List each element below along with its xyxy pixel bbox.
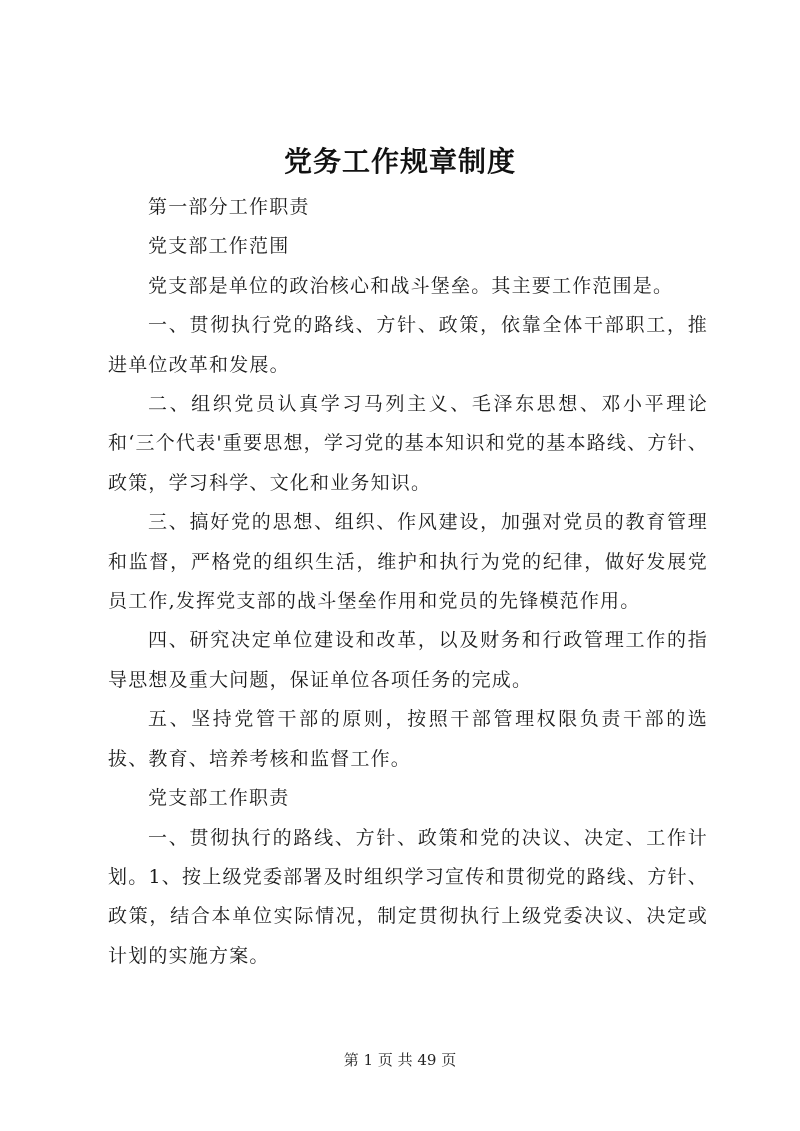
paragraph: 三、搞好党的思想、组织、作风建设，加强对党员的教育管理和监督，严格党的组织生活，维护和执行为党的纪律，做好发展党员工作,发挥党支部的战斗堡垒作用和党员的先锋模范作用。: [108, 511, 708, 613]
document-body: [108, 188, 708, 976]
section-heading: 第一部分工作职责: [148, 196, 310, 218]
paragraph: 一、贯彻执行的路线、方针、政策和党的决议、决定、工作计划。1、按上级党委部署及时组织学习宣传和贯彻党的路线、方针、政策，结合本单位实际情况，制定贯彻执行上级党委决议、决定或计划的实施方案。: [108, 826, 708, 967]
paragraph: 党支部是单位的政治核心和战斗堡垒。其主要工作范围是。: [148, 274, 674, 297]
subsection-heading: 党支部工作范围: [148, 235, 290, 258]
paragraph: 二、组织党员认真学习马列主义、毛泽东思想、邓小平理论和‘三个代表'重要思想，学习党的基本知识和党的基本路线、方针、政策，学习科学、文化和业务知识。: [108, 393, 708, 494]
paragraph: 四、研究决定单位建设和改革，以及财务和行政管理工作的指导思想及重大问题，保证单位各项任务的完成。: [108, 629, 708, 691]
document-title: 党务工作规章制度: [283, 145, 516, 178]
paragraph: 一、贯彻执行党的路线、方针、政策，依靠全体干部职工，推进单位改革和发展。: [108, 314, 708, 376]
paragraph: 五、坚持党管干部的原则，按照干部管理权限负责干部的选拔、教育、培养考核和监督工作。: [108, 708, 708, 770]
subsection-heading: 党支部工作职责: [148, 787, 290, 810]
page-number-footer: 第 1 页 共 49 页: [343, 1051, 457, 1069]
